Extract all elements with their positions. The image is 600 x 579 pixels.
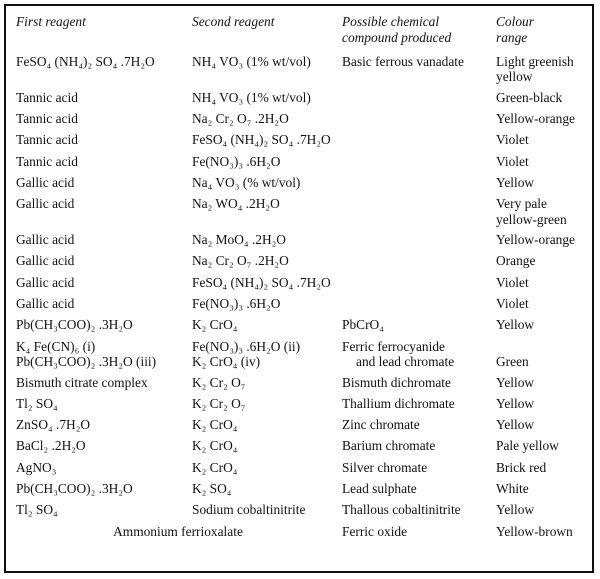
table-row bbox=[16, 232, 592, 253]
cell-second-reagent: K₂ CrO₄ bbox=[192, 459, 238, 475]
cell-compound: Barium chromate bbox=[342, 438, 436, 454]
cell-colour: Violet bbox=[496, 153, 529, 169]
cell-second-reagent: Na₂ WO₄ .2H₂O bbox=[192, 196, 280, 212]
cell-second-reagent: NH₄ VO₃ (1% wt/vol) bbox=[192, 89, 311, 105]
cell-second-reagent: Fe(NO₃)₃ .6H₂O bbox=[192, 296, 281, 311]
table-row bbox=[16, 275, 592, 296]
cell-second-reagent: Na₂ Cr₂ O₇ .2H₂O bbox=[192, 110, 289, 126]
cell-second-reagent: Sodium cobaltinitrite bbox=[192, 502, 306, 518]
cell-colour: Violet bbox=[496, 274, 529, 290]
cell-second-reagent: Fe(NO₃)₃ .6H₂O (ii) K₂ CrO₄ (iv) bbox=[192, 338, 301, 370]
table-row bbox=[16, 90, 592, 111]
table-row bbox=[16, 154, 592, 175]
cell-compound bbox=[342, 253, 496, 274]
cell-first-reagent: FeSO₄ (NH₄)₂ SO₄ .7H₂O bbox=[16, 53, 155, 69]
cell-second-reagent: K₂ CrO₄ bbox=[192, 317, 238, 333]
table-row bbox=[16, 502, 592, 523]
cell-colour: Yellow-orange bbox=[496, 232, 575, 248]
cell-compound bbox=[342, 232, 496, 253]
table-row-combo bbox=[16, 339, 592, 375]
cell-first-reagent: Gallic acid bbox=[16, 174, 75, 190]
cell-colour: Yellow bbox=[496, 374, 535, 390]
cell-compound bbox=[342, 275, 496, 296]
cell-first-reagent: Tannic acid bbox=[16, 153, 78, 169]
cell-compound: Ferric ferrocyanide and lead chromate bbox=[342, 338, 455, 370]
table-row-last bbox=[16, 524, 592, 545]
cell-second-reagent: K₂ CrO₄ bbox=[192, 417, 238, 433]
table-row bbox=[16, 317, 592, 338]
cell-first-reagent: Tl₂ SO₄ bbox=[16, 502, 58, 518]
header-first-reagent: First reagent bbox=[16, 14, 86, 29]
cell-first-reagent: Pb(CH₃COO)₂ .3H₂O bbox=[16, 317, 133, 333]
cell-colour: Violet bbox=[496, 296, 529, 311]
cell-second-reagent: NH₄ VO₃ (1% wt/vol) bbox=[192, 53, 311, 69]
cell-second-reagent: FeSO₄ (NH₄)₂ SO₄ .7H₂O bbox=[192, 132, 331, 148]
table-row bbox=[16, 460, 592, 481]
cell-compound: Bismuth dichromate bbox=[342, 374, 451, 390]
cell-first-reagent: K₄ Fe(CN)₆ (i) Pb(CH₃COO)₂ .3H₂O (iii) bbox=[16, 338, 157, 370]
cell-compound: Thallium dichromate bbox=[342, 395, 455, 411]
cell-first-reagent: Gallic acid bbox=[16, 196, 75, 212]
cell-colour: Yellow bbox=[496, 174, 535, 190]
cell-compound: Ferric oxide bbox=[342, 523, 408, 539]
cell-compound bbox=[342, 132, 496, 153]
cell-first-reagent: BaCl₂ .2H₂O bbox=[16, 438, 86, 454]
cell-compound bbox=[342, 196, 496, 232]
cell-colour: Yellow bbox=[496, 395, 535, 411]
cell-second-reagent: Na₂ MoO₄ .2H₂O bbox=[192, 232, 286, 248]
cell-first-reagent: Tl₂ SO₄ bbox=[16, 395, 58, 411]
cell-reagents-combined: Ammonium ferrioxalate bbox=[113, 523, 243, 539]
cell-second-reagent: K₂ Cr₂ O₇ bbox=[192, 374, 246, 390]
table-row bbox=[16, 111, 592, 132]
cell-compound: Lead sulphate bbox=[342, 481, 417, 497]
cell-first-reagent: Tannic acid bbox=[16, 110, 78, 126]
cell-first-reagent: Pb(CH₃COO)₂ .3H₂O bbox=[16, 481, 133, 497]
cell-first-reagent: Bismuth citrate complex bbox=[16, 374, 148, 390]
header-row bbox=[16, 14, 592, 54]
cell-first-reagent: Tannic acid bbox=[16, 132, 78, 148]
cell-compound bbox=[342, 154, 496, 175]
cell-compound bbox=[342, 175, 496, 196]
cell-compound bbox=[342, 90, 496, 111]
cell-colour: Yellow-orange bbox=[496, 110, 575, 126]
cell-colour: Yellow bbox=[496, 317, 535, 333]
table-row bbox=[16, 132, 592, 153]
cell-colour: Pale yellow bbox=[496, 438, 559, 454]
cell-compound: Zinc chromate bbox=[342, 417, 420, 433]
header-compound: Possible chemical compound produced bbox=[342, 14, 452, 45]
cell-colour: Yellow bbox=[496, 417, 535, 433]
table-row bbox=[16, 175, 592, 196]
cell-second-reagent: Fe(NO₃)₃ .6H₂O bbox=[192, 153, 281, 169]
reagent-table bbox=[16, 14, 592, 545]
cell-second-reagent: FeSO₄ (NH₄)₂ SO₄ .7H₂O bbox=[192, 274, 331, 290]
table-row bbox=[16, 253, 592, 274]
cell-colour: Brick red bbox=[496, 459, 547, 475]
cell-second-reagent: K₂ SO₄ bbox=[192, 481, 232, 497]
cell-colour: Yellow bbox=[496, 502, 535, 518]
cell-colour: Light greenish yellow bbox=[496, 53, 574, 85]
table-row bbox=[16, 375, 592, 396]
cell-compound: Thallous cobaltinitrite bbox=[342, 502, 461, 518]
cell-second-reagent: K₂ CrO₄ bbox=[192, 438, 238, 454]
table-row bbox=[16, 438, 592, 459]
table-row bbox=[16, 417, 592, 438]
cell-colour: Orange bbox=[496, 253, 536, 269]
cell-first-reagent: Gallic acid bbox=[16, 232, 75, 248]
header-colour-range: Colour range bbox=[496, 14, 534, 45]
cell-second-reagent: K₂ Cr₂ O₇ bbox=[192, 395, 246, 411]
cell-first-reagent: AgNO₃ bbox=[16, 459, 57, 475]
cell-second-reagent: Na₂ Cr₂ O₇ .2H₂O bbox=[192, 253, 289, 269]
cell-colour: Yellow-brown bbox=[496, 523, 573, 539]
cell-first-reagent: Tannic acid bbox=[16, 89, 78, 105]
cell-first-reagent: Gallic acid bbox=[16, 253, 75, 269]
cell-second-reagent: Na₄ VO₃ (% wt/vol) bbox=[192, 174, 301, 190]
cell-colour: Green-black bbox=[496, 89, 563, 105]
cell-colour: Violet bbox=[496, 132, 529, 148]
cell-first-reagent: ZnSO₄ .7H₂O bbox=[16, 417, 91, 433]
table-row bbox=[16, 196, 592, 232]
cell-compound bbox=[342, 111, 496, 132]
cell-colour: Green bbox=[496, 354, 529, 370]
table-frame bbox=[4, 4, 594, 573]
cell-compound: PbCrO₄ bbox=[342, 317, 384, 333]
cell-compound: Silver chromate bbox=[342, 459, 428, 475]
table-row bbox=[16, 296, 592, 317]
table-row bbox=[16, 54, 592, 90]
cell-colour: Very pale yellow-green bbox=[496, 196, 567, 227]
header-second-reagent: Second reagent bbox=[192, 14, 275, 29]
cell-first-reagent: Gallic acid bbox=[16, 296, 75, 311]
cell-compound bbox=[342, 296, 496, 317]
cell-first-reagent: Gallic acid bbox=[16, 274, 75, 290]
table-row bbox=[16, 481, 592, 502]
cell-colour: White bbox=[496, 481, 529, 497]
table-row bbox=[16, 396, 592, 417]
cell-compound: Basic ferrous vanadate bbox=[342, 53, 464, 69]
